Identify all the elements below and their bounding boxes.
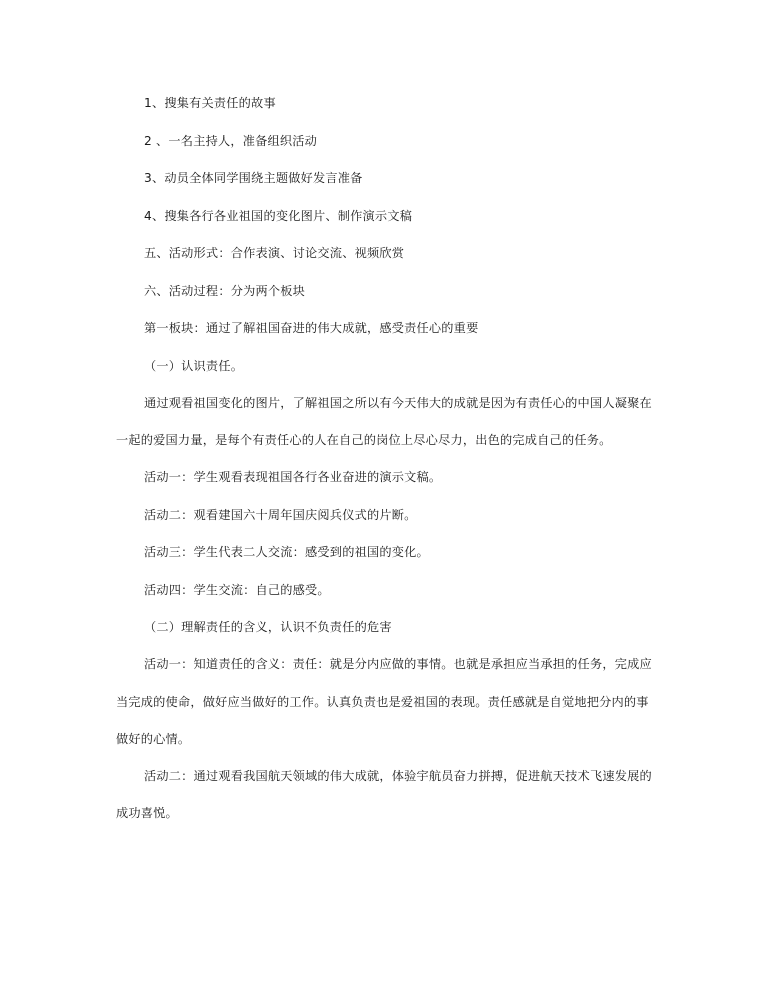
section-heading: 六、活动过程：分为两个板块 xyxy=(144,283,306,298)
list-item: 3、动员全体同学围绕主题做好发言准备 xyxy=(144,171,363,185)
activity-item: 活动三：学生代表二人交流：感受到的祖国的变化。 xyxy=(144,545,429,560)
activity-item: 活动一：学生观看表现祖国各行各业奋进的演示文稿。 xyxy=(144,470,442,485)
activity-item: 活动四：学生交流：自己的感受。 xyxy=(144,582,330,597)
body-paragraph: 通过观看祖国变化的图片，了解祖国之所以有今天伟大的成就是因为有责任心的中国人凝聚在一起的爱国力量，是每个有责任心的人在自己的岗位上尽心尽力，出色的完成自己的任务。 xyxy=(116,395,652,447)
section-heading: 第一板块：通过了解祖国奋进的伟大成就，感受责任心的重要 xyxy=(144,321,479,335)
body-paragraph: 活动一：知道责任的含义：责任：就是分内应做的事情。也就是承担应当承担的任务，完成应当完成的使命，做好应当做好的工作。认真负责也是爱祖国的表现。责任感就是自觉地把分内的事做好的心情。 xyxy=(116,657,652,746)
activity-item: 活动二：观看建国六十周年国庆阅兵仪式的片断。 xyxy=(144,507,417,522)
subsection-heading: （二）理解责任的含义，认识不负责任的危害 xyxy=(144,620,392,635)
document-body xyxy=(116,92,660,840)
subsection-heading: （一）认识责任。 xyxy=(144,358,244,373)
list-item: 2 、一名主持人，准备组织活动 xyxy=(144,133,318,148)
list-item: 4、搜集各行各业祖国的变化图片、制作演示文稿 xyxy=(144,208,413,223)
body-paragraph: 活动二：通过观看我国航天领域的伟大成就，体验宇航员奋力拼搏，促进航天技术飞速发展的成功喜悦。 xyxy=(116,769,652,821)
section-heading: 五、活动形式：合作表演、讨论交流、视频欣赏 xyxy=(144,246,405,260)
list-item: 1、搜集有关责任的故事 xyxy=(144,96,276,110)
